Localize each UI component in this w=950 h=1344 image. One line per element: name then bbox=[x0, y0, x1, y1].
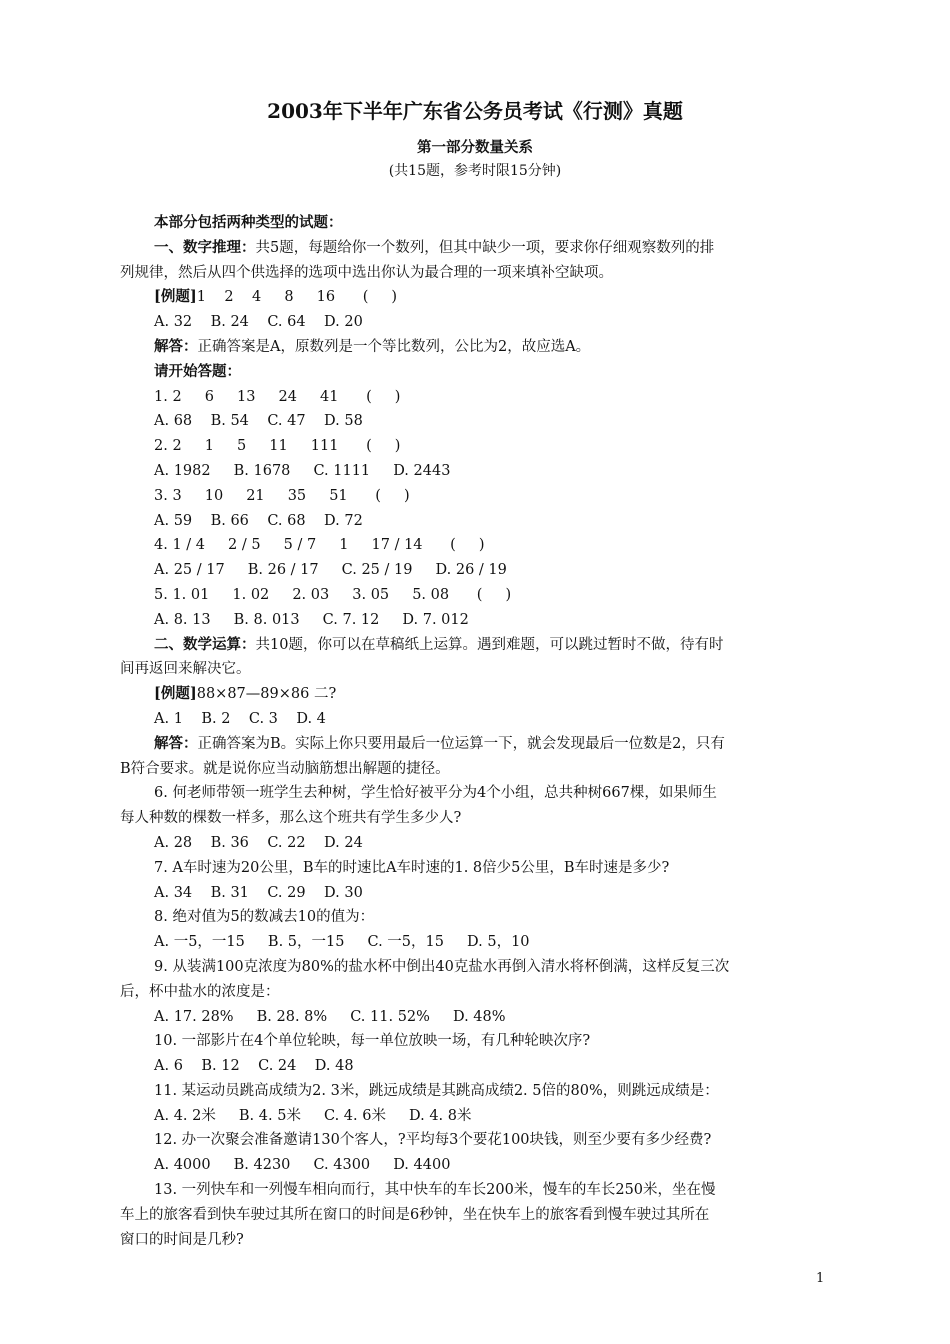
text-line bbox=[120, 310, 820, 335]
line-text: 正确答案是A，原数列是一个等比数列，公比为2，故应选A。 bbox=[197, 338, 591, 355]
line-text: 车上的旅客看到快车驶过其所在窗口的时间是6秒钟，坐在快车上的旅客看到慢车驶过其所在 bbox=[120, 1206, 710, 1223]
line-text: A. 59 B. 66 C. 68 D. 72 bbox=[154, 512, 363, 529]
text-line bbox=[120, 459, 820, 484]
page-number: 1 bbox=[816, 1271, 825, 1286]
text-line bbox=[120, 583, 820, 608]
text-line bbox=[120, 509, 820, 534]
text-line bbox=[120, 1079, 820, 1104]
line-text: 11. 某运动员跳高成绩为2. 3米，跳远成绩是其跳高成绩2. 5倍的80%，则跳远成绩是： bbox=[154, 1082, 719, 1099]
line-text: A. 25 / 17 B. 26 / 17 C. 25 / 19 D. 26 / 19 bbox=[154, 562, 507, 579]
text-line bbox=[120, 682, 820, 707]
text-line bbox=[120, 360, 820, 385]
text-line bbox=[120, 633, 820, 658]
line-bold-lead: [例题] bbox=[154, 288, 197, 306]
line-text: 共10题，你可以在草稿纸上运算。遇到难题，可以跳过暂时不做，待有时 bbox=[255, 636, 724, 653]
part-note: (共15题，参考时限15分钟) bbox=[388, 163, 562, 179]
text-line bbox=[120, 1104, 820, 1129]
text-line bbox=[120, 409, 820, 434]
text-line bbox=[120, 385, 820, 410]
line-text: 2. 2 1 5 11 111 ( ) bbox=[154, 438, 401, 455]
line-text: 1 2 4 8 16 ( ) bbox=[196, 289, 398, 306]
line-text: 7. A车时速为20公里，B车的时速比A车时速的1. 8倍少5公里，B车时速是多少? bbox=[154, 859, 670, 876]
line-text: A. 1982 B. 1678 C. 1111 D. 2443 bbox=[154, 462, 451, 479]
text-line bbox=[120, 955, 820, 980]
text-line bbox=[120, 657, 820, 682]
line-text: 间再返回来解决它。 bbox=[120, 661, 251, 678]
text-line bbox=[120, 261, 820, 286]
line-text: A. 32 B. 24 C. 64 D. 20 bbox=[154, 314, 363, 331]
line-text: 窗口的时间是几秒? bbox=[120, 1231, 244, 1248]
line-text: 12. 办一次聚会准备邀请130个客人，?平均每3个要花100块钱，则至少要有多少经费? bbox=[154, 1132, 712, 1149]
text-line bbox=[120, 781, 820, 806]
line-text: 每人种数的棵数一样多，那么这个班共有学生多少人? bbox=[120, 810, 462, 827]
line-bold-lead: 解答： bbox=[154, 734, 198, 752]
text-line bbox=[120, 1029, 820, 1054]
text-line bbox=[120, 533, 820, 558]
line-bold-lead: 解答： bbox=[154, 337, 198, 355]
line-text: 10. 一部影片在4个单位轮映，每一单位放映一场，有几种轮映次序? bbox=[154, 1033, 591, 1050]
line-text: 13. 一列快车和一列慢车相向而行，其中快车的车长200米，慢车的车长250米，坐在慢 bbox=[154, 1182, 716, 1199]
text-line bbox=[120, 980, 820, 1005]
line-text: 列规律，然后从四个供选择的选项中选出你认为最合理的一项来填补空缺项。 bbox=[120, 264, 613, 281]
text-line bbox=[120, 1153, 820, 1178]
text-line bbox=[120, 608, 820, 633]
line-bold-lead: 请开始答题： bbox=[154, 362, 241, 380]
line-text: 5. 1. 01 1. 02 2. 03 3. 05 5. 08 ( ) bbox=[154, 586, 512, 603]
text-line bbox=[120, 558, 820, 583]
text-line bbox=[120, 236, 820, 261]
text-line bbox=[120, 1128, 820, 1153]
line-text: A. 6 B. 12 C. 24 D. 48 bbox=[154, 1058, 354, 1075]
line-text: A. 68 B. 54 C. 47 D. 58 bbox=[154, 413, 363, 430]
line-text: 1. 2 6 13 24 41 ( ) bbox=[154, 388, 401, 405]
line-bold-lead: 一、数字推理： bbox=[154, 238, 256, 256]
line-text: 正确答案为B。实际上你只要用最后一位运算一下，就会发现最后一位数是2，只有 bbox=[197, 735, 725, 752]
text-line bbox=[120, 707, 820, 732]
part-heading: 第一部分数量关系 bbox=[417, 139, 533, 156]
text-line bbox=[120, 806, 820, 831]
line-text: 8. 绝对值为5的数减去10的值为： bbox=[154, 909, 375, 926]
line-text: A. 一5，一15 B. 5，一15 C. 一5，15 D. 5，10 bbox=[154, 934, 530, 951]
text-line bbox=[120, 905, 820, 930]
line-text: B符合要求。就是说你应当动脑筋想出解题的捷径。 bbox=[120, 760, 450, 777]
text-line bbox=[120, 881, 820, 906]
document-title: 2003年下半年广东省公务员考试《行测》真题 bbox=[267, 99, 683, 123]
text-line bbox=[120, 1054, 820, 1079]
line-bold-lead: 二、数学运算： bbox=[154, 635, 256, 653]
line-text: 3. 3 10 21 35 51 ( ) bbox=[154, 487, 410, 504]
line-text: A. 28 B. 36 C. 22 D. 24 bbox=[154, 834, 363, 851]
text-line bbox=[120, 335, 820, 360]
line-text: A. 4. 2米 B. 4. 5米 C. 4. 6米 D. 4. 8米 bbox=[154, 1107, 472, 1124]
line-text: 9. 从装满100克浓度为80%的盐水杯中倒出40克盐水再倒入清水将杯倒满，这样反复三次 bbox=[154, 958, 730, 975]
text-line bbox=[120, 1178, 820, 1203]
line-text: A. 34 B. 31 C. 29 D. 30 bbox=[154, 884, 363, 901]
line-text: 后，杯中盐水的浓度是： bbox=[120, 983, 280, 1000]
text-line bbox=[120, 285, 820, 310]
text-line bbox=[120, 484, 820, 509]
line-text: 88×87—89×86 二? bbox=[196, 686, 337, 703]
line-text: A. 4000 B. 4230 C. 4300 D. 4400 bbox=[154, 1157, 451, 1174]
line-bold-lead: [例题] bbox=[154, 685, 197, 703]
line-text: A. 17. 28% B. 28. 8% C. 11. 52% D. 48% bbox=[154, 1008, 506, 1025]
text-line bbox=[120, 434, 820, 459]
text-line bbox=[120, 856, 820, 881]
text-line bbox=[120, 831, 820, 856]
text-line bbox=[120, 211, 820, 236]
text-line bbox=[120, 1203, 820, 1228]
text-line bbox=[120, 757, 820, 782]
text-line bbox=[120, 930, 820, 955]
document-body bbox=[120, 211, 820, 1252]
line-text: A. 1 B. 2 C. 3 D. 4 bbox=[154, 710, 326, 727]
line-text: A. 8. 13 B. 8. 013 C. 7. 12 D. 7. 012 bbox=[154, 611, 469, 628]
line-text: 6. 何老师带领一班学生去种树，学生恰好被平分为4个小组，总共种树667棵，如果师生 bbox=[154, 785, 717, 802]
line-text: 4. 1 / 4 2 / 5 5 / 7 1 17 / 14 ( ) bbox=[154, 537, 485, 554]
text-line bbox=[120, 1228, 820, 1253]
line-text: 共5题，每题给你一个数列，但其中缺少一项，要求你仔细观察数列的排 bbox=[255, 239, 715, 256]
text-line bbox=[120, 1005, 820, 1030]
text-line bbox=[120, 732, 820, 757]
line-bold-lead: 本部分包括两种类型的试题： bbox=[154, 214, 343, 231]
